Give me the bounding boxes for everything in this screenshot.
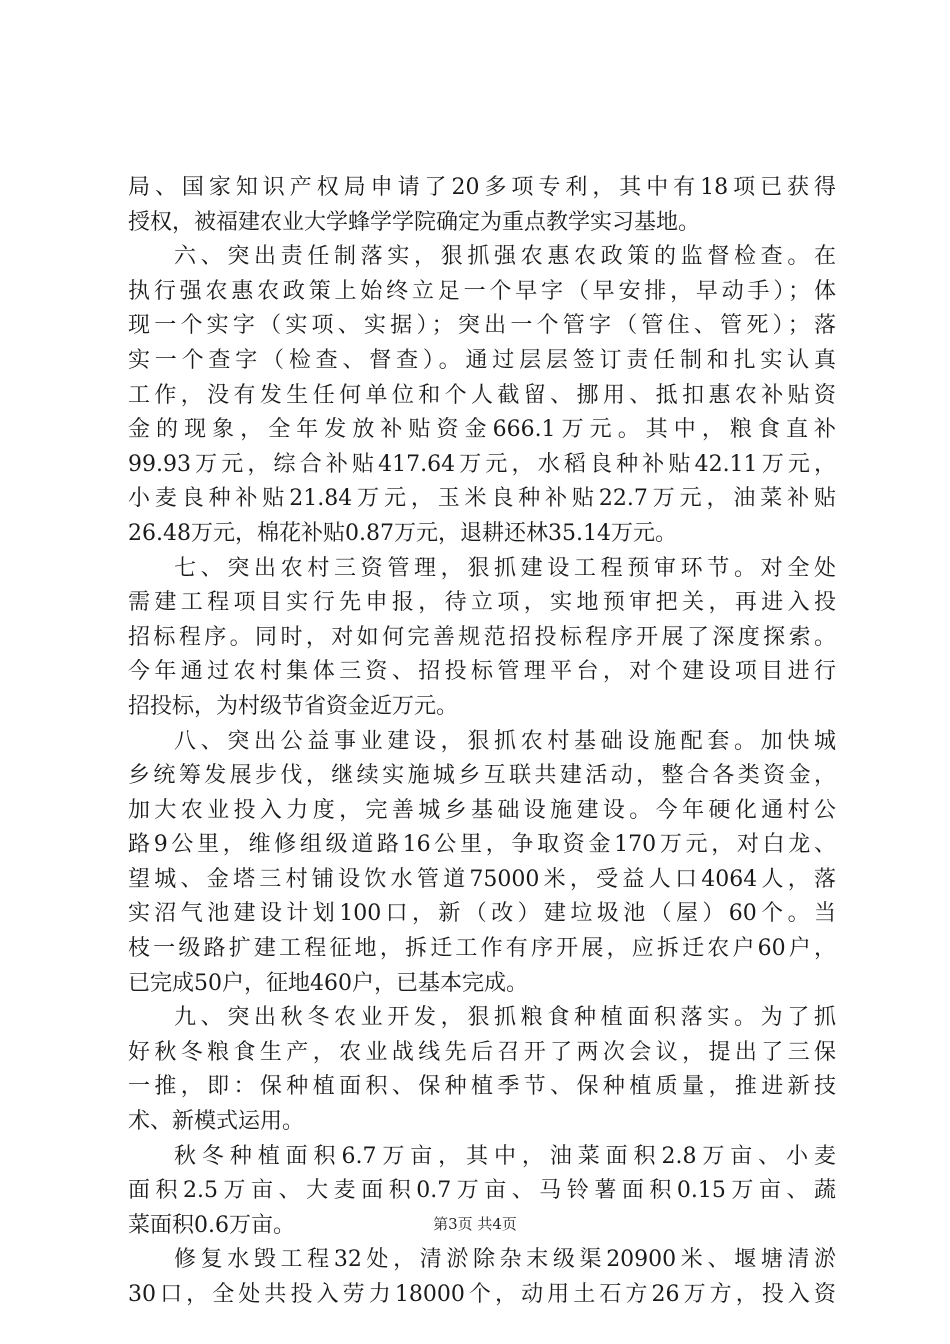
text-line: 已完成50户，征地460户，已基本完成。 (128, 970, 528, 996)
text-line: 九、突出秋冬农业开发，狠抓粮食种植面积落实。为了抓 (174, 1005, 836, 1031)
text-line: 秋冬种植面积6.7万亩，其中，油菜面积2.8万亩、小麦 (174, 1143, 836, 1169)
text-line: 加大农业投入力度，完善城乡基础设施建设。今年硬化通村公 (128, 797, 836, 823)
text-line: 望城、金塔三村铺设饮水管道75000米，受益人口4064人，落 (128, 866, 836, 892)
page-footer: 第3页 共4页 (433, 1215, 517, 1233)
text-line: 实沼气池建设计划100口，新（改）建垃圾池（屋）60个。当 (128, 901, 836, 927)
text-line: 现一个实字（实项、实据）；突出一个管字（管住、管死）；落 (128, 313, 836, 339)
text-line: 修复水毁工程32处，清淤除杂末级渠20900米、堰塘清淤 (174, 1247, 836, 1273)
text-line: 菜面积0.6万亩。 (128, 1212, 295, 1238)
text-line: 99.93万元，综合补贴417.64万元，水稻良种补贴42.11万元， (128, 451, 836, 477)
text-line: 好秋冬粮食生产，农业战线先后召开了两次会议，提出了三保 (128, 1039, 836, 1065)
text-line: 术、新模式运用。 (128, 1109, 305, 1135)
text-line: 局、国家知识产权局申请了20多项专利，其中有18项已获得 (128, 175, 836, 200)
text-line: 七、突出农村三资管理，狠抓建设工程预审环节。对全处 (174, 555, 836, 581)
text-line: 需建工程项目实行先申报，待立项，实地预审把关，再进入投 (128, 590, 836, 616)
text-line: 30口，全处共投入劳力18000个，动用土石方26万方，投入资 (128, 1282, 836, 1307)
text-line: 八、突出公益事业建设，狠抓农村基础设施配套。加快城 (174, 728, 836, 754)
text-line: 执行强农惠农政策上始终立足一个早字（早安排，早动手）；体 (128, 278, 836, 304)
text-line: 枝一级路扩建工程征地，拆迁工作有序开展，应拆迁农户60户， (128, 936, 836, 962)
text-line: 授权，被福建农业大学蜂学学院确定为重点教学实习基地。 (128, 209, 701, 235)
document-body (128, 171, 836, 1313)
text-line: 面积2.5万亩、大麦面积0.7万亩、马铃薯面积0.15万亩、蔬 (128, 1178, 836, 1204)
text-line: 一推，即：保种植面积、保种植季节、保种植质量，推进新技 (128, 1074, 836, 1100)
text-line: 小麦良种补贴21.84万元，玉米良种补贴22.7万元，油菜补贴 (128, 486, 836, 512)
text-line: 26.48万元，棉花补贴0.87万元，退耕还林35.14万元。 (128, 520, 677, 546)
text-line: 工作，没有发生任何单位和个人截留、挪用、抵扣惠农补贴资 (128, 382, 836, 408)
text-line: 路9公里，维修组级道路16公里，争取资金170万元，对白龙、 (128, 832, 836, 858)
text-line: 金的现象，全年发放补贴资金666.1万元。其中，粮食直补 (128, 417, 836, 443)
text-line: 今年通过农村集体三资、招投标管理平台，对个建设项目进行 (128, 659, 836, 685)
text-line: 招投标，为村级节省资金近万元。 (128, 693, 459, 719)
text-line: 乡统筹发展步伐，继续实施城乡互联共建活动，整合各类资金， (128, 763, 836, 789)
text-line: 实一个查字（检查、督查）。通过层层签订责任制和扎实认真 (128, 347, 836, 373)
text-line: 招标程序。同时，对如何完善规范招投标程序开展了深度探索。 (128, 624, 836, 650)
text-line: 六、突出责任制落实，狠抓强农惠农政策的监督检查。在 (174, 244, 836, 270)
